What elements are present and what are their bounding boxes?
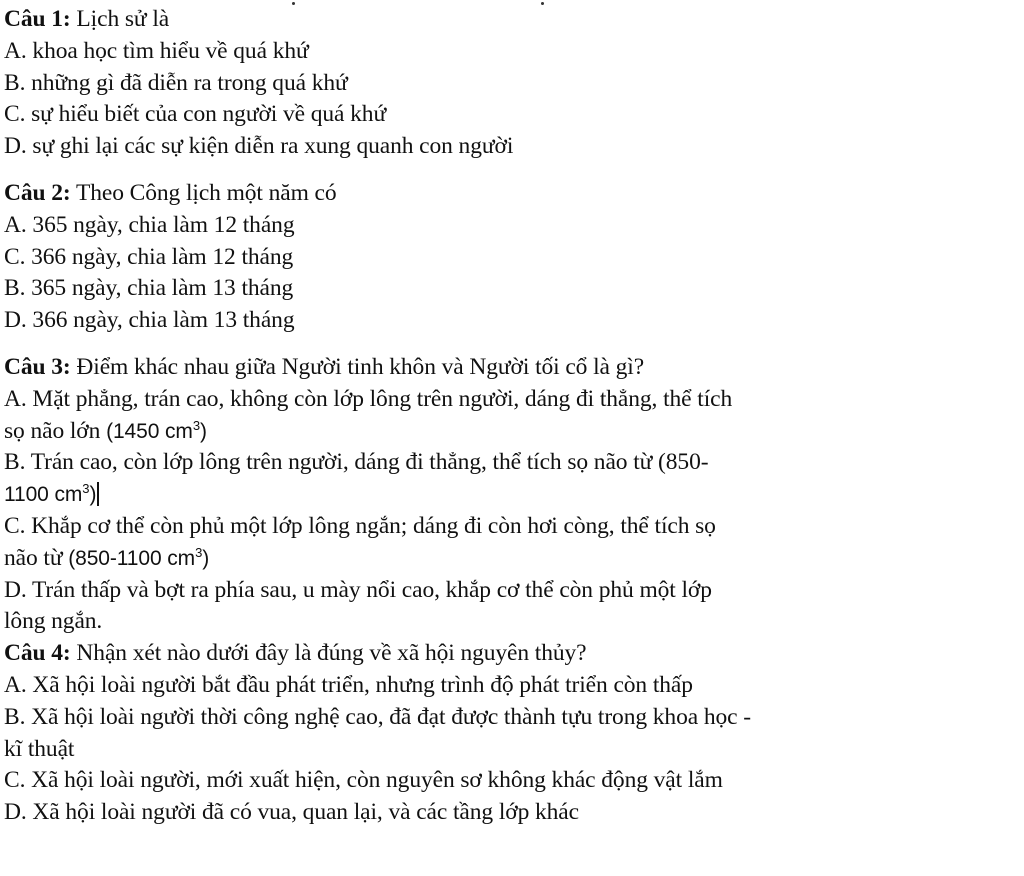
formula-value bbox=[106, 417, 207, 443]
question-4-option-b-line-2: kĩ thuật bbox=[4, 735, 75, 762]
question-4-option-c: C. Xã hội loài người, mới xuất hiện, còn nguyên sơ không khác động vật lắm bbox=[4, 767, 723, 794]
question-1-option-c: C. sự hiểu biết của con người về quá khứ bbox=[4, 101, 387, 128]
question-4-option-d: D. Xã hội loài người đã có vua, quan lại, và các tầng lớp khác bbox=[4, 799, 579, 826]
question-3-option-a-line-2 bbox=[4, 416, 1020, 448]
question-1-option-b: B. những gì đã diễn ra trong quá khứ bbox=[4, 69, 348, 96]
question-1-option-d: D. sự ghi lại các sự kiện diễn ra xung quanh con người bbox=[4, 133, 514, 160]
question-3-option-c-line-2 bbox=[4, 543, 1020, 575]
formula-base: 1100 cm bbox=[4, 483, 83, 507]
option-text: sọ não lớn bbox=[4, 417, 107, 444]
question-text: Theo Công lịch một năm có bbox=[70, 179, 337, 206]
option-text: não từ bbox=[4, 544, 69, 571]
formula-close: ) bbox=[202, 546, 210, 570]
text-cursor bbox=[97, 482, 99, 506]
formula-base: (850-1100 cm bbox=[68, 546, 196, 570]
question-3-option-a-line-1: A. Mặt phẳng, trán cao, không còn lớp lông trên người, dáng đi thẳng, thể tích bbox=[4, 385, 733, 412]
question-3-stem bbox=[4, 352, 1020, 384]
superscript: 3 bbox=[195, 544, 203, 560]
question-2-stem bbox=[4, 178, 1020, 210]
question-3-option-d-line-2: lông ngắn. bbox=[4, 608, 103, 635]
document-page bbox=[4, 4, 1020, 829]
superscript: 3 bbox=[192, 417, 200, 433]
question-1-option-a: A. khoa học tìm hiểu về quá khứ bbox=[4, 37, 309, 64]
formula-value bbox=[68, 544, 210, 570]
question-label: Câu 3: bbox=[4, 353, 71, 380]
formula-base: (1450 cm bbox=[106, 419, 193, 443]
question-text: Nhận xét nào dưới đây là đúng về xã hội nguyên thủy? bbox=[70, 640, 587, 667]
question-label: Câu 4: bbox=[4, 640, 71, 667]
question-4-option-a: A. Xã hội loài người bắt đầu phát triển, nhưng trình độ phát triển còn thấp bbox=[4, 671, 693, 698]
question-2-option-a: A. 365 ngày, chia làm 12 tháng bbox=[4, 211, 295, 238]
question-3-option-c-line-1: C. Khắp cơ thể còn phủ một lớp lông ngắn; dáng đi còn hơi còng, thể tích sọ bbox=[4, 512, 716, 539]
question-text: Lịch sử là bbox=[70, 6, 170, 32]
superscript: 3 bbox=[82, 481, 90, 497]
question-4-option-b-line-1: B. Xã hội loài người thời công nghệ cao, đã đạt được thành tựu trong khoa học - bbox=[4, 703, 751, 730]
formula-close: ) bbox=[199, 419, 207, 443]
question-3-option-d-line-1: D. Trán thấp và bợt ra phía sau, u mày nổi cao, khắp cơ thể còn phủ một lớp bbox=[4, 576, 712, 603]
question-3-option-b-line-2 bbox=[4, 479, 1020, 511]
question-text: Điểm khác nhau giữa Người tinh khôn và Người tối cổ là gì? bbox=[70, 353, 645, 380]
question-2-option-d: D. 366 ngày, chia làm 13 tháng bbox=[4, 307, 295, 334]
question-label: Câu 1: bbox=[4, 6, 71, 32]
question-3-option-b-line-1: B. Trán cao, còn lớp lông trên người, dáng đi thẳng, thể tích sọ não từ (850- bbox=[4, 449, 709, 476]
question-2-option-c: C. 366 ngày, chia làm 12 tháng bbox=[4, 243, 294, 270]
question-label: Câu 2: bbox=[4, 179, 71, 206]
question-4-stem bbox=[4, 638, 1020, 670]
formula-close: ) bbox=[89, 483, 97, 507]
question-1-stem bbox=[4, 4, 1020, 36]
question-2-option-b: B. 365 ngày, chia làm 13 tháng bbox=[4, 275, 294, 302]
